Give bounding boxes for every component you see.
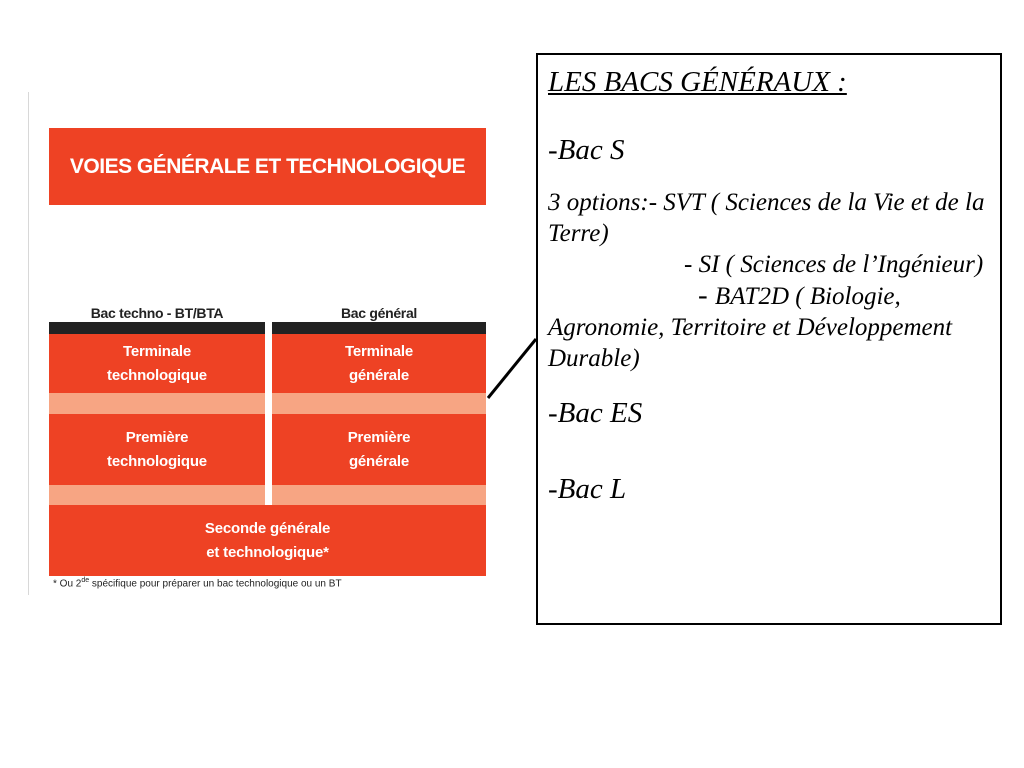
connector-line [488,339,536,398]
column-header-techno: Bac techno - BT/BTA [90,305,224,321]
bac-es-label: -Bac ES [548,397,643,429]
cell-terminale-techno: Terminale technologique [49,334,265,393]
footnote: * Ou 2de spécifique pour préparer un bac technologique ou un BT [53,577,342,590]
cell-terminale-generale: Terminale générale [272,334,486,393]
bac-l-label: -Bac L [548,473,627,505]
pathway-banner: VOIES GÉNÉRALE ET TECHNOLOGIQUE [49,128,486,205]
cell-premiere-techno: Première technologique [49,414,265,485]
bac-s-label: -Bac S [548,134,625,166]
option-bat2d: - BAT2D ( Biologie, Agronomie, Territoire et Développement Durable) [548,279,953,372]
bacs-generaux-box [536,53,1002,625]
column-header-general: Bac général [340,305,418,321]
options-intro: 3 options:- SVT ( Sciences de la Vie et de la Terre) [548,189,985,247]
cell-premiere-generale: Première générale [272,414,486,485]
cell-seconde: Seconde générale et technologique* [49,505,486,576]
option-si: - SI ( Sciences de l’Ingénieur) [684,251,984,278]
infobox-title: LES BACS GÉNÉRAUX : [548,66,847,98]
